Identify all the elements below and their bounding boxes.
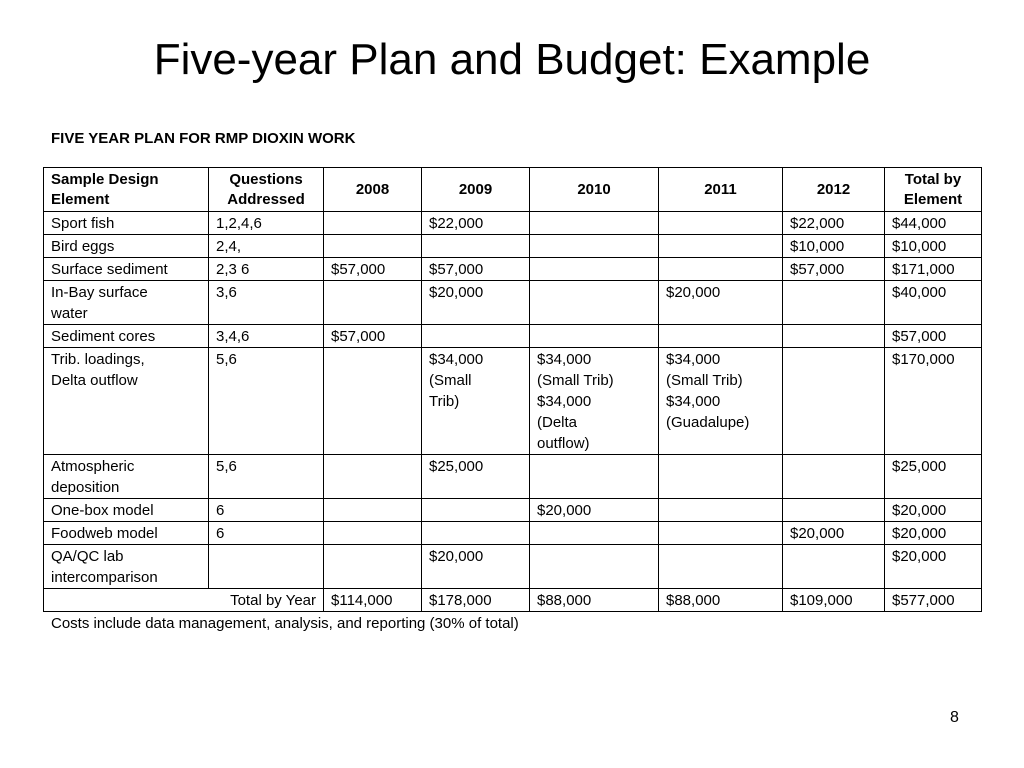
cell-y2012 bbox=[783, 348, 885, 455]
header-2009: 2009 bbox=[422, 168, 530, 212]
cell-y2012: $57,000 bbox=[783, 258, 885, 281]
total-by-year-row bbox=[44, 589, 982, 612]
cell-element: QA/QC lab intercomparison bbox=[44, 545, 209, 589]
cell-y2011 bbox=[659, 455, 783, 499]
cell-total: $25,000 bbox=[885, 455, 982, 499]
cell-questions: 5,6 bbox=[209, 348, 324, 455]
cell-element: Bird eggs bbox=[44, 235, 209, 258]
cell-total: $20,000 bbox=[885, 499, 982, 522]
cell-y2010 bbox=[530, 212, 659, 235]
cell-y2009: $57,000 bbox=[422, 258, 530, 281]
header-2012: 2012 bbox=[783, 168, 885, 212]
cell-questions: 2,3 6 bbox=[209, 258, 324, 281]
table-row bbox=[44, 325, 982, 348]
cell-y2009: $25,000 bbox=[422, 455, 530, 499]
cell-element: Sediment cores bbox=[44, 325, 209, 348]
cell-y2008 bbox=[324, 348, 422, 455]
cell-y2010 bbox=[530, 522, 659, 545]
cell-total: $170,000 bbox=[885, 348, 982, 455]
cell-y2008 bbox=[324, 499, 422, 522]
cell-questions: 2,4, bbox=[209, 235, 324, 258]
cell-y2011 bbox=[659, 545, 783, 589]
cell-y2012: $20,000 bbox=[783, 522, 885, 545]
cell-y2011 bbox=[659, 235, 783, 258]
cell-y2011 bbox=[659, 522, 783, 545]
header-sample-design-element: Sample Design Element bbox=[44, 168, 209, 212]
cell-y2010 bbox=[530, 325, 659, 348]
cell-element: Foodweb model bbox=[44, 522, 209, 545]
table-row bbox=[44, 522, 982, 545]
cell-total: $171,000 bbox=[885, 258, 982, 281]
cell-y2009 bbox=[422, 235, 530, 258]
cell-questions: 3,4,6 bbox=[209, 325, 324, 348]
cell-y2010 bbox=[530, 258, 659, 281]
cell-total: $10,000 bbox=[885, 235, 982, 258]
header-total-by-element: Total by Element bbox=[885, 168, 982, 212]
cell-questions bbox=[209, 545, 324, 589]
cell-total: $20,000 bbox=[885, 545, 982, 589]
cell-y2012 bbox=[783, 545, 885, 589]
cell-questions: 5,6 bbox=[209, 455, 324, 499]
cell-element: Surface sediment bbox=[44, 258, 209, 281]
total-2011: $88,000 bbox=[659, 589, 783, 612]
cell-y2012: $22,000 bbox=[783, 212, 885, 235]
cell-element: Atmospheric deposition bbox=[44, 455, 209, 499]
cell-y2010 bbox=[530, 545, 659, 589]
cell-y2008: $57,000 bbox=[324, 258, 422, 281]
table-heading: FIVE YEAR PLAN FOR RMP DIOXIN WORK bbox=[51, 130, 356, 147]
table-row bbox=[44, 212, 982, 235]
header-2008: 2008 bbox=[324, 168, 422, 212]
cell-y2008: $57,000 bbox=[324, 325, 422, 348]
cell-y2008 bbox=[324, 281, 422, 325]
cell-y2010 bbox=[530, 235, 659, 258]
cell-y2010: $20,000 bbox=[530, 499, 659, 522]
cell-y2012 bbox=[783, 499, 885, 522]
cell-questions: 3,6 bbox=[209, 281, 324, 325]
table-row bbox=[44, 281, 982, 325]
cell-element: In-Bay surface water bbox=[44, 281, 209, 325]
cost-note: Costs include data management, analysis, and reporting (30% of total) bbox=[51, 615, 519, 632]
cell-y2011 bbox=[659, 212, 783, 235]
table-row bbox=[44, 545, 982, 589]
budget-table bbox=[43, 167, 982, 612]
cell-y2008 bbox=[324, 235, 422, 258]
cell-y2008 bbox=[324, 522, 422, 545]
cell-y2011 bbox=[659, 325, 783, 348]
cell-element: One-box model bbox=[44, 499, 209, 522]
header-questions-addressed: Questions Addressed bbox=[209, 168, 324, 212]
cell-y2011 bbox=[659, 258, 783, 281]
page-number: 8 bbox=[950, 709, 959, 726]
cell-y2012 bbox=[783, 325, 885, 348]
cell-questions: 1,2,4,6 bbox=[209, 212, 324, 235]
table-row bbox=[44, 455, 982, 499]
cell-y2010: $34,000 (Small Trib) $34,000 (Delta outflow) bbox=[530, 348, 659, 455]
total-2008: $114,000 bbox=[324, 589, 422, 612]
cell-total: $20,000 bbox=[885, 522, 982, 545]
total-2009: $178,000 bbox=[422, 589, 530, 612]
cell-y2012 bbox=[783, 455, 885, 499]
cell-y2012 bbox=[783, 281, 885, 325]
cell-y2010 bbox=[530, 455, 659, 499]
cell-y2009: $20,000 bbox=[422, 545, 530, 589]
cell-questions: 6 bbox=[209, 499, 324, 522]
table-row bbox=[44, 499, 982, 522]
cell-questions: 6 bbox=[209, 522, 324, 545]
grand-total: $577,000 bbox=[885, 589, 982, 612]
cell-total: $44,000 bbox=[885, 212, 982, 235]
cell-y2009: $22,000 bbox=[422, 212, 530, 235]
table-row bbox=[44, 258, 982, 281]
cell-y2008 bbox=[324, 212, 422, 235]
cell-y2009 bbox=[422, 499, 530, 522]
cell-y2010 bbox=[530, 281, 659, 325]
cell-y2008 bbox=[324, 545, 422, 589]
total-2010: $88,000 bbox=[530, 589, 659, 612]
total-by-year-label: Total by Year bbox=[44, 589, 324, 612]
cell-element: Trib. loadings, Delta outflow bbox=[44, 348, 209, 455]
cell-element: Sport fish bbox=[44, 212, 209, 235]
header-2011: 2011 bbox=[659, 168, 783, 212]
cell-y2008 bbox=[324, 455, 422, 499]
cell-y2012: $10,000 bbox=[783, 235, 885, 258]
table-row bbox=[44, 235, 982, 258]
cell-y2009: $34,000 (Small Trib) bbox=[422, 348, 530, 455]
header-2010: 2010 bbox=[530, 168, 659, 212]
cell-total: $40,000 bbox=[885, 281, 982, 325]
table-row bbox=[44, 348, 982, 455]
table-header-row bbox=[44, 168, 982, 212]
cell-y2011: $20,000 bbox=[659, 281, 783, 325]
slide-title: Five-year Plan and Budget: Example bbox=[153, 35, 871, 84]
cell-y2011 bbox=[659, 499, 783, 522]
cell-y2009: $20,000 bbox=[422, 281, 530, 325]
cell-y2009 bbox=[422, 325, 530, 348]
cell-y2011: $34,000 (Small Trib) $34,000 (Guadalupe) bbox=[659, 348, 783, 455]
cell-total: $57,000 bbox=[885, 325, 982, 348]
cell-y2009 bbox=[422, 522, 530, 545]
total-2012: $109,000 bbox=[783, 589, 885, 612]
